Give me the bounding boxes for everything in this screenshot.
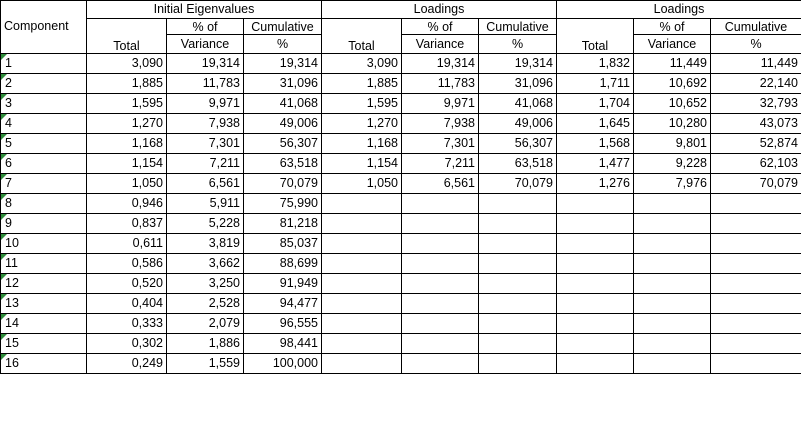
value-cell[interactable]: 1,711 bbox=[557, 74, 634, 94]
value-cell[interactable] bbox=[479, 274, 557, 294]
table-row bbox=[1, 194, 801, 214]
value-cell[interactable] bbox=[711, 234, 801, 254]
component-number-cell[interactable]: 4 bbox=[1, 114, 87, 134]
value-cell[interactable] bbox=[322, 194, 402, 214]
value-cell[interactable]: 1,050 bbox=[87, 174, 167, 194]
value-cell[interactable] bbox=[634, 354, 711, 374]
value-cell[interactable]: 19,314 bbox=[479, 54, 557, 74]
value-cell[interactable]: 1,645 bbox=[557, 114, 634, 134]
value-cell[interactable]: 63,518 bbox=[244, 154, 322, 174]
value-cell[interactable]: 1,154 bbox=[87, 154, 167, 174]
value-cell[interactable] bbox=[711, 194, 801, 214]
value-cell[interactable] bbox=[479, 234, 557, 254]
table-row bbox=[1, 74, 801, 94]
value-cell[interactable] bbox=[322, 234, 402, 254]
value-cell[interactable] bbox=[402, 274, 479, 294]
value-cell[interactable]: 63,518 bbox=[479, 154, 557, 174]
component-header: Component bbox=[1, 1, 87, 54]
value-cell[interactable]: 1,886 bbox=[167, 334, 244, 354]
component-number-cell[interactable]: 14 bbox=[1, 314, 87, 334]
table-row bbox=[1, 254, 801, 274]
value-cell[interactable]: 7,211 bbox=[402, 154, 479, 174]
value-cell[interactable]: 1,276 bbox=[557, 174, 634, 194]
value-cell[interactable]: 98,441 bbox=[244, 334, 322, 354]
value-cell[interactable] bbox=[322, 214, 402, 234]
value-cell[interactable]: 100,000 bbox=[244, 354, 322, 374]
table-row bbox=[1, 94, 801, 114]
component-number-cell[interactable]: 1 bbox=[1, 54, 87, 74]
value-cell[interactable]: 11,449 bbox=[711, 54, 801, 74]
value-cell[interactable] bbox=[402, 294, 479, 314]
value-cell[interactable]: 3,662 bbox=[167, 254, 244, 274]
table-row bbox=[1, 134, 801, 154]
value-cell[interactable] bbox=[322, 274, 402, 294]
value-cell[interactable]: 19,314 bbox=[402, 54, 479, 74]
value-cell[interactable]: 91,949 bbox=[244, 274, 322, 294]
component-number-cell[interactable]: 12 bbox=[1, 274, 87, 294]
value-cell[interactable] bbox=[322, 314, 402, 334]
value-cell[interactable] bbox=[402, 254, 479, 274]
value-cell[interactable]: 10,692 bbox=[634, 74, 711, 94]
value-cell[interactable]: 0,611 bbox=[87, 234, 167, 254]
value-cell[interactable]: 19,314 bbox=[167, 54, 244, 74]
table-row bbox=[1, 294, 801, 314]
value-cell[interactable]: 1,270 bbox=[87, 114, 167, 134]
value-cell[interactable]: 7,301 bbox=[167, 134, 244, 154]
value-cell[interactable]: 1,559 bbox=[167, 354, 244, 374]
cum-header-top: Cumulative bbox=[244, 19, 322, 35]
value-cell[interactable] bbox=[402, 214, 479, 234]
pct-header-bottom: Variance bbox=[634, 35, 711, 54]
header-group-row bbox=[1, 1, 801, 19]
value-cell[interactable]: 70,079 bbox=[711, 174, 801, 194]
value-cell[interactable] bbox=[402, 234, 479, 254]
value-cell[interactable]: 56,307 bbox=[479, 134, 557, 154]
value-cell[interactable]: 7,938 bbox=[167, 114, 244, 134]
value-cell[interactable] bbox=[711, 294, 801, 314]
pct-header-top: % of bbox=[402, 19, 479, 35]
value-cell[interactable]: 5,228 bbox=[167, 214, 244, 234]
component-number-cell[interactable]: 6 bbox=[1, 154, 87, 174]
value-cell[interactable]: 1,270 bbox=[322, 114, 402, 134]
value-cell[interactable]: 1,568 bbox=[557, 134, 634, 154]
value-cell[interactable]: 32,793 bbox=[711, 94, 801, 114]
table-row bbox=[1, 274, 801, 294]
component-number-cell[interactable]: 3 bbox=[1, 94, 87, 114]
value-cell[interactable] bbox=[402, 314, 479, 334]
component-number-cell[interactable]: 5 bbox=[1, 134, 87, 154]
table-row bbox=[1, 234, 801, 254]
value-cell[interactable] bbox=[711, 214, 801, 234]
value-cell[interactable]: 0,520 bbox=[87, 274, 167, 294]
table-row bbox=[1, 354, 801, 374]
value-cell[interactable]: 9,228 bbox=[634, 154, 711, 174]
value-cell[interactable]: 11,783 bbox=[167, 74, 244, 94]
component-number-cell[interactable]: 13 bbox=[1, 294, 87, 314]
value-cell[interactable] bbox=[634, 234, 711, 254]
value-cell[interactable]: 1,050 bbox=[322, 174, 402, 194]
value-cell[interactable]: 22,140 bbox=[711, 74, 801, 94]
value-cell[interactable]: 11,783 bbox=[402, 74, 479, 94]
component-number-cell[interactable]: 7 bbox=[1, 174, 87, 194]
cum-header-top: Cumulative bbox=[711, 19, 801, 35]
value-cell[interactable]: 5,911 bbox=[167, 194, 244, 214]
value-cell[interactable]: 56,307 bbox=[244, 134, 322, 154]
value-cell[interactable] bbox=[402, 194, 479, 214]
value-cell[interactable] bbox=[479, 254, 557, 274]
value-cell[interactable]: 10,652 bbox=[634, 94, 711, 114]
value-cell[interactable]: 1,885 bbox=[322, 74, 402, 94]
cum-header-bottom: % bbox=[244, 35, 322, 54]
value-cell[interactable] bbox=[711, 254, 801, 274]
table-row bbox=[1, 334, 801, 354]
cum-header-bottom: % bbox=[479, 35, 557, 54]
value-cell[interactable] bbox=[322, 254, 402, 274]
value-cell[interactable]: 62,103 bbox=[711, 154, 801, 174]
table-row bbox=[1, 54, 801, 74]
value-cell[interactable] bbox=[634, 214, 711, 234]
value-cell[interactable] bbox=[557, 294, 634, 314]
value-cell[interactable]: 10,280 bbox=[634, 114, 711, 134]
value-cell[interactable] bbox=[711, 334, 801, 354]
value-cell[interactable] bbox=[557, 314, 634, 334]
value-cell[interactable]: 0,333 bbox=[87, 314, 167, 334]
value-cell[interactable]: 7,938 bbox=[402, 114, 479, 134]
value-cell[interactable] bbox=[557, 214, 634, 234]
value-cell[interactable]: 94,477 bbox=[244, 294, 322, 314]
pct-header-bottom: Variance bbox=[167, 35, 244, 54]
value-cell[interactable]: 3,090 bbox=[322, 54, 402, 74]
value-cell[interactable] bbox=[557, 194, 634, 214]
value-cell[interactable]: 1,477 bbox=[557, 154, 634, 174]
value-cell[interactable]: 49,006 bbox=[244, 114, 322, 134]
value-cell[interactable]: 1,168 bbox=[87, 134, 167, 154]
value-cell[interactable]: 0,946 bbox=[87, 194, 167, 214]
value-cell[interactable]: 9,971 bbox=[167, 94, 244, 114]
value-cell[interactable] bbox=[402, 334, 479, 354]
value-cell[interactable]: 41,068 bbox=[479, 94, 557, 114]
cum-header-bottom: % bbox=[711, 35, 801, 54]
pct-header-bottom: Variance bbox=[402, 35, 479, 54]
value-cell[interactable] bbox=[557, 274, 634, 294]
value-cell[interactable]: 88,699 bbox=[244, 254, 322, 274]
value-cell[interactable]: 2,079 bbox=[167, 314, 244, 334]
value-cell[interactable]: 81,218 bbox=[244, 214, 322, 234]
value-cell[interactable]: 2,528 bbox=[167, 294, 244, 314]
value-cell[interactable] bbox=[479, 354, 557, 374]
value-cell[interactable]: 6,561 bbox=[402, 174, 479, 194]
value-cell[interactable] bbox=[322, 294, 402, 314]
value-cell[interactable]: 31,096 bbox=[244, 74, 322, 94]
value-cell[interactable]: 6,561 bbox=[167, 174, 244, 194]
table-row bbox=[1, 174, 801, 194]
component-number-cell[interactable]: 16 bbox=[1, 354, 87, 374]
value-cell[interactable] bbox=[402, 354, 479, 374]
value-cell[interactable] bbox=[479, 194, 557, 214]
value-cell[interactable]: 0,404 bbox=[87, 294, 167, 314]
value-cell[interactable]: 70,079 bbox=[244, 174, 322, 194]
component-number-cell[interactable]: 9 bbox=[1, 214, 87, 234]
cum-header-top: Cumulative bbox=[479, 19, 557, 35]
value-cell[interactable] bbox=[557, 254, 634, 274]
value-cell[interactable]: 0,302 bbox=[87, 334, 167, 354]
value-cell[interactable] bbox=[711, 274, 801, 294]
total-header: Total bbox=[87, 19, 167, 54]
table-row bbox=[1, 314, 801, 334]
value-cell[interactable] bbox=[634, 194, 711, 214]
value-cell[interactable]: 3,250 bbox=[167, 274, 244, 294]
value-cell[interactable]: 3,090 bbox=[87, 54, 167, 74]
value-cell[interactable]: 1,595 bbox=[87, 94, 167, 114]
value-cell[interactable] bbox=[634, 334, 711, 354]
group-header-initial-eigenvalues: Initial Eigenvalues bbox=[87, 1, 322, 19]
value-cell[interactable]: 0,586 bbox=[87, 254, 167, 274]
pct-header-top: % of bbox=[167, 19, 244, 35]
table-row bbox=[1, 114, 801, 134]
group-header-loadings-1: Loadings bbox=[322, 1, 557, 19]
value-cell[interactable] bbox=[557, 354, 634, 374]
value-cell[interactable] bbox=[479, 314, 557, 334]
value-cell[interactable] bbox=[479, 334, 557, 354]
value-cell[interactable]: 31,096 bbox=[479, 74, 557, 94]
component-number-cell[interactable]: 2 bbox=[1, 74, 87, 94]
total-header: Total bbox=[322, 19, 402, 54]
value-cell[interactable] bbox=[634, 294, 711, 314]
value-cell[interactable]: 96,555 bbox=[244, 314, 322, 334]
value-cell[interactable]: 0,249 bbox=[87, 354, 167, 374]
value-cell[interactable]: 11,449 bbox=[634, 54, 711, 74]
value-cell[interactable]: 75,990 bbox=[244, 194, 322, 214]
value-cell[interactable]: 1,154 bbox=[322, 154, 402, 174]
value-cell[interactable]: 0,837 bbox=[87, 214, 167, 234]
total-header: Total bbox=[557, 19, 634, 54]
component-number-cell[interactable]: 8 bbox=[1, 194, 87, 214]
table-row bbox=[1, 214, 801, 234]
value-cell[interactable]: 7,976 bbox=[634, 174, 711, 194]
value-cell[interactable] bbox=[711, 314, 801, 334]
value-cell[interactable]: 85,037 bbox=[244, 234, 322, 254]
value-cell[interactable] bbox=[322, 334, 402, 354]
value-cell[interactable] bbox=[711, 354, 801, 374]
value-cell[interactable] bbox=[479, 214, 557, 234]
value-cell[interactable]: 7,301 bbox=[402, 134, 479, 154]
table-body bbox=[1, 54, 801, 374]
value-cell[interactable]: 1,832 bbox=[557, 54, 634, 74]
value-cell[interactable]: 1,168 bbox=[322, 134, 402, 154]
value-cell[interactable]: 19,314 bbox=[244, 54, 322, 74]
value-cell[interactable]: 70,079 bbox=[479, 174, 557, 194]
value-cell[interactable] bbox=[634, 274, 711, 294]
value-cell[interactable]: 1,885 bbox=[87, 74, 167, 94]
component-number-cell[interactable]: 10 bbox=[1, 234, 87, 254]
value-cell[interactable] bbox=[557, 334, 634, 354]
value-cell[interactable] bbox=[322, 354, 402, 374]
value-cell[interactable]: 7,211 bbox=[167, 154, 244, 174]
value-cell[interactable]: 52,874 bbox=[711, 134, 801, 154]
group-header-loadings-2: Loadings bbox=[557, 1, 801, 19]
value-cell[interactable] bbox=[634, 254, 711, 274]
value-cell[interactable]: 3,819 bbox=[167, 234, 244, 254]
pct-header-top: % of bbox=[634, 19, 711, 35]
value-cell[interactable] bbox=[557, 234, 634, 254]
value-cell[interactable]: 49,006 bbox=[479, 114, 557, 134]
value-cell[interactable]: 1,595 bbox=[322, 94, 402, 114]
table-row bbox=[1, 154, 801, 174]
value-cell[interactable] bbox=[634, 314, 711, 334]
value-cell[interactable]: 1,704 bbox=[557, 94, 634, 114]
component-number-cell[interactable]: 15 bbox=[1, 334, 87, 354]
value-cell[interactable] bbox=[479, 294, 557, 314]
value-cell[interactable]: 41,068 bbox=[244, 94, 322, 114]
value-cell[interactable]: 9,801 bbox=[634, 134, 711, 154]
value-cell[interactable]: 43,073 bbox=[711, 114, 801, 134]
value-cell[interactable]: 9,971 bbox=[402, 94, 479, 114]
component-number-cell[interactable]: 11 bbox=[1, 254, 87, 274]
header-sub-row-1 bbox=[1, 19, 801, 35]
